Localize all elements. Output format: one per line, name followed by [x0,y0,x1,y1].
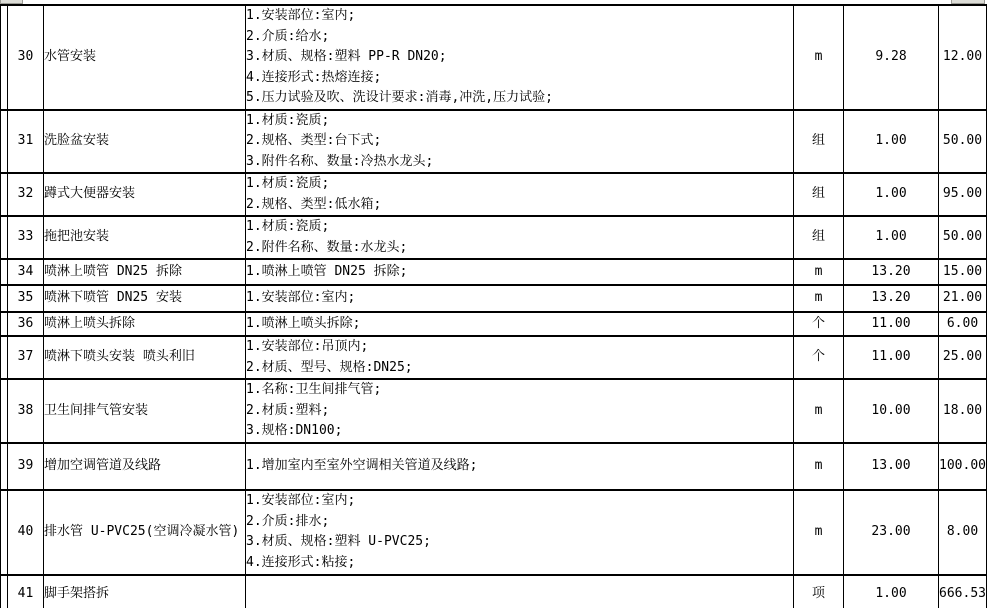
unit-price-cell: 15.00 [939,259,987,285]
item-description-cell [246,336,794,379]
quantity-cell: 13.20 [844,259,939,285]
description-line: 3.附件名称、数量:冷热水龙头; [246,153,434,169]
item-name-cell: 喷淋上喷管 DN25 拆除 [44,259,246,285]
description-line: 2.材质:塑料; [246,402,330,418]
item-name-cell: 喷淋上喷头拆除 [44,312,246,336]
item-description-cell [246,379,794,443]
item-name-cell: 排水管 U-PVC25(空调冷凝水管) [44,490,246,575]
unit-cell: m [794,285,844,312]
quantity-cell: 23.00 [844,490,939,575]
item-name-cell: 喷淋下喷头安装 喷头利旧 [44,336,246,379]
item-description-cell [246,443,794,490]
quantity-cell: 13.20 [844,285,939,312]
unit-cell: 组 [794,173,844,216]
item-description-cell [246,575,794,608]
quantity-cell: 11.00 [844,312,939,336]
table-row [1,490,987,575]
item-description-cell [246,173,794,216]
description-line: 2.材质、型号、规格:DN25; [246,359,413,375]
row-number-cell: 36 [8,312,44,336]
quantity-cell: 1.00 [844,110,939,174]
item-name-cell: 蹲式大便器安装 [44,173,246,216]
row-number-cell: 33 [8,216,44,259]
description-line: 1.材质:瓷质; [246,219,330,234]
row-number-cell: 39 [8,443,44,490]
row-number-cell: 41 [8,575,44,608]
quantity-cell: 9.28 [844,5,939,110]
row-number-cell: 31 [8,110,44,174]
table-row [1,443,987,490]
unit-cell: 个 [794,312,844,336]
table-row [1,173,987,216]
table-row [1,336,987,379]
description-line: 1.名称:卫生间排气管; [246,382,382,397]
quantity-cell: 1.00 [844,575,939,608]
unit-cell: m [794,490,844,575]
unit-price-cell: 95.00 [939,173,987,216]
left-margin-cell [1,110,8,174]
left-margin-cell [1,216,8,259]
unit-price-cell: 12.00 [939,5,987,110]
unit-price-cell: 50.00 [939,216,987,259]
unit-price-cell: 6.00 [939,312,987,336]
description-line: 1.安装部位:室内; [246,493,356,508]
row-number-cell: 37 [8,336,44,379]
quantity-cell: 13.00 [844,443,939,490]
description-line: 1.喷淋上喷头拆除; [246,315,361,331]
left-margin-cell [1,5,8,110]
unit-cell: m [794,259,844,285]
description-line: 1.增加室内至室外空调相关管道及线路; [246,457,478,473]
table-row [1,216,987,259]
description-line: 1.安装部位:室内; [246,8,356,23]
left-margin-cell [1,379,8,443]
item-description-cell [246,259,794,285]
item-name-cell: 水管安装 [44,5,246,110]
table-row [1,5,987,110]
unit-cell: m [794,5,844,110]
description-line: 3.规格:DN100; [246,423,343,438]
row-number-cell: 34 [8,259,44,285]
item-description-cell [246,5,794,110]
description-line: 3.材质、规格:塑料 PP-R DN20; [246,49,447,64]
unit-cell: m [794,443,844,490]
unit-cell: 个 [794,336,844,379]
left-margin-cell [1,285,8,312]
row-number-cell: 40 [8,490,44,575]
item-description-cell [246,490,794,575]
description-line: 1.安装部位:吊顶内; [246,339,369,354]
description-line: 2.附件名称、数量:水龙头; [246,239,408,255]
item-name-cell: 拖把池安装 [44,216,246,259]
item-name-cell: 喷淋下喷管 DN25 安装 [44,285,246,312]
unit-price-cell: 18.00 [939,379,987,443]
table-row [1,259,987,285]
item-name-cell: 增加空调管道及线路 [44,443,246,490]
item-name-cell: 洗脸盆安装 [44,110,246,174]
item-description-cell [246,216,794,259]
table-row [1,575,987,608]
row-number-cell: 32 [8,173,44,216]
quantity-cell: 1.00 [844,173,939,216]
unit-price-cell: 21.00 [939,285,987,312]
unit-price-cell: 8.00 [939,490,987,575]
description-line: 3.材质、规格:塑料 U-PVC25; [246,534,431,549]
left-margin-cell [1,490,8,575]
unit-price-cell: 50.00 [939,110,987,174]
unit-price-cell: 25.00 [939,336,987,379]
description-line: 2.介质:给水; [246,28,330,44]
left-margin-cell [1,336,8,379]
unit-cell: 项 [794,575,844,608]
description-line: 1.喷淋上喷管 DN25 拆除; [246,263,408,279]
table-row [1,312,987,336]
item-description-cell [246,110,794,174]
item-name-cell: 脚手架搭拆 [44,575,246,608]
item-description-cell [246,285,794,312]
unit-price-cell: 100.00 [939,443,987,490]
left-margin-cell [1,173,8,216]
item-name-cell: 卫生间排气管安装 [44,379,246,443]
table-row [1,379,987,443]
description-line: 1.安装部位:室内; [246,290,356,306]
description-line: 5.压力试验及吹、洗设计要求:消毒,冲洗,压力试验; [246,90,553,105]
quantity-cell: 10.00 [844,379,939,443]
row-number-cell: 35 [8,285,44,312]
description-line: 2.规格、类型:台下式; [246,133,382,148]
description-line: 4.连接形式:热熔连接; [246,69,382,85]
left-margin-cell [1,575,8,608]
description-line: 1.材质:瓷质; [246,112,330,128]
row-number-cell: 38 [8,379,44,443]
unit-cell: m [794,379,844,443]
left-margin-cell [1,443,8,490]
unit-cell: 组 [794,110,844,174]
row-number-cell: 30 [8,5,44,110]
quantity-cell: 1.00 [844,216,939,259]
description-line: 4.连接形式:粘接; [246,554,356,570]
unit-cell: 组 [794,216,844,259]
table-row [1,285,987,312]
left-margin-cell [1,312,8,336]
description-line: 2.规格、类型:低水箱; [246,196,382,212]
description-line: 1.材质:瓷质; [246,176,330,191]
left-margin-cell [1,259,8,285]
description-line: 2.介质:排水; [246,513,330,529]
quantity-cell: 11.00 [844,336,939,379]
item-description-cell [246,312,794,336]
items-table [0,4,987,608]
table-row [1,110,987,174]
unit-price-cell: 666.53 [939,575,987,608]
